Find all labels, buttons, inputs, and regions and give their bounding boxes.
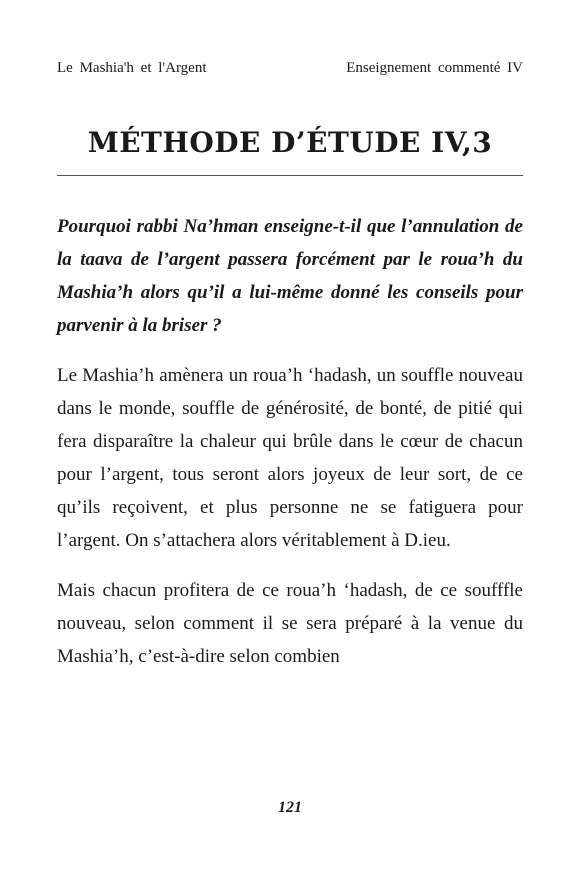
paragraph: Mais chacun profitera de ce roua’h ‘hadash, de ce soufffle nouveau, selon comment il se sera préparé à la venue du Mashia’h, c’est-à-dire selon combien xyxy=(57,580,523,667)
page-number: 121 xyxy=(278,799,302,816)
section-title: MÉTHODE D’ÉTUDE IV,3 xyxy=(87,126,493,159)
running-header xyxy=(57,60,523,77)
page-content xyxy=(57,210,523,690)
title-divider xyxy=(57,175,523,176)
chapter-title: Enseignement commenté IV xyxy=(346,60,523,76)
book-title: Le Mashia'h et l'Argent xyxy=(57,60,207,76)
paragraph: Le Mashia’h amènera un roua’h ‘hadash, un souffle nouveau dans le monde, souffle de générosité, de bonté, de pitié qui fera disparaître la chaleur qui brûle dans le cœur de chacun pour l’argent, tous seront alors joyeux de leur sort, de ce qu’ils reçoivent, et plus personne ne se fatiguera pour l’argent. On s’attachera alors véritablement à D.ieu. xyxy=(57,365,523,551)
study-question: Pourquoi rabbi Na’hman enseigne-t-il que l’annulation de la taava de l’argent passera forcément par le roua’h du Mashia’h alors qu’il a lui-même donné les conseils pour parvenir à la briser ? xyxy=(57,216,523,336)
